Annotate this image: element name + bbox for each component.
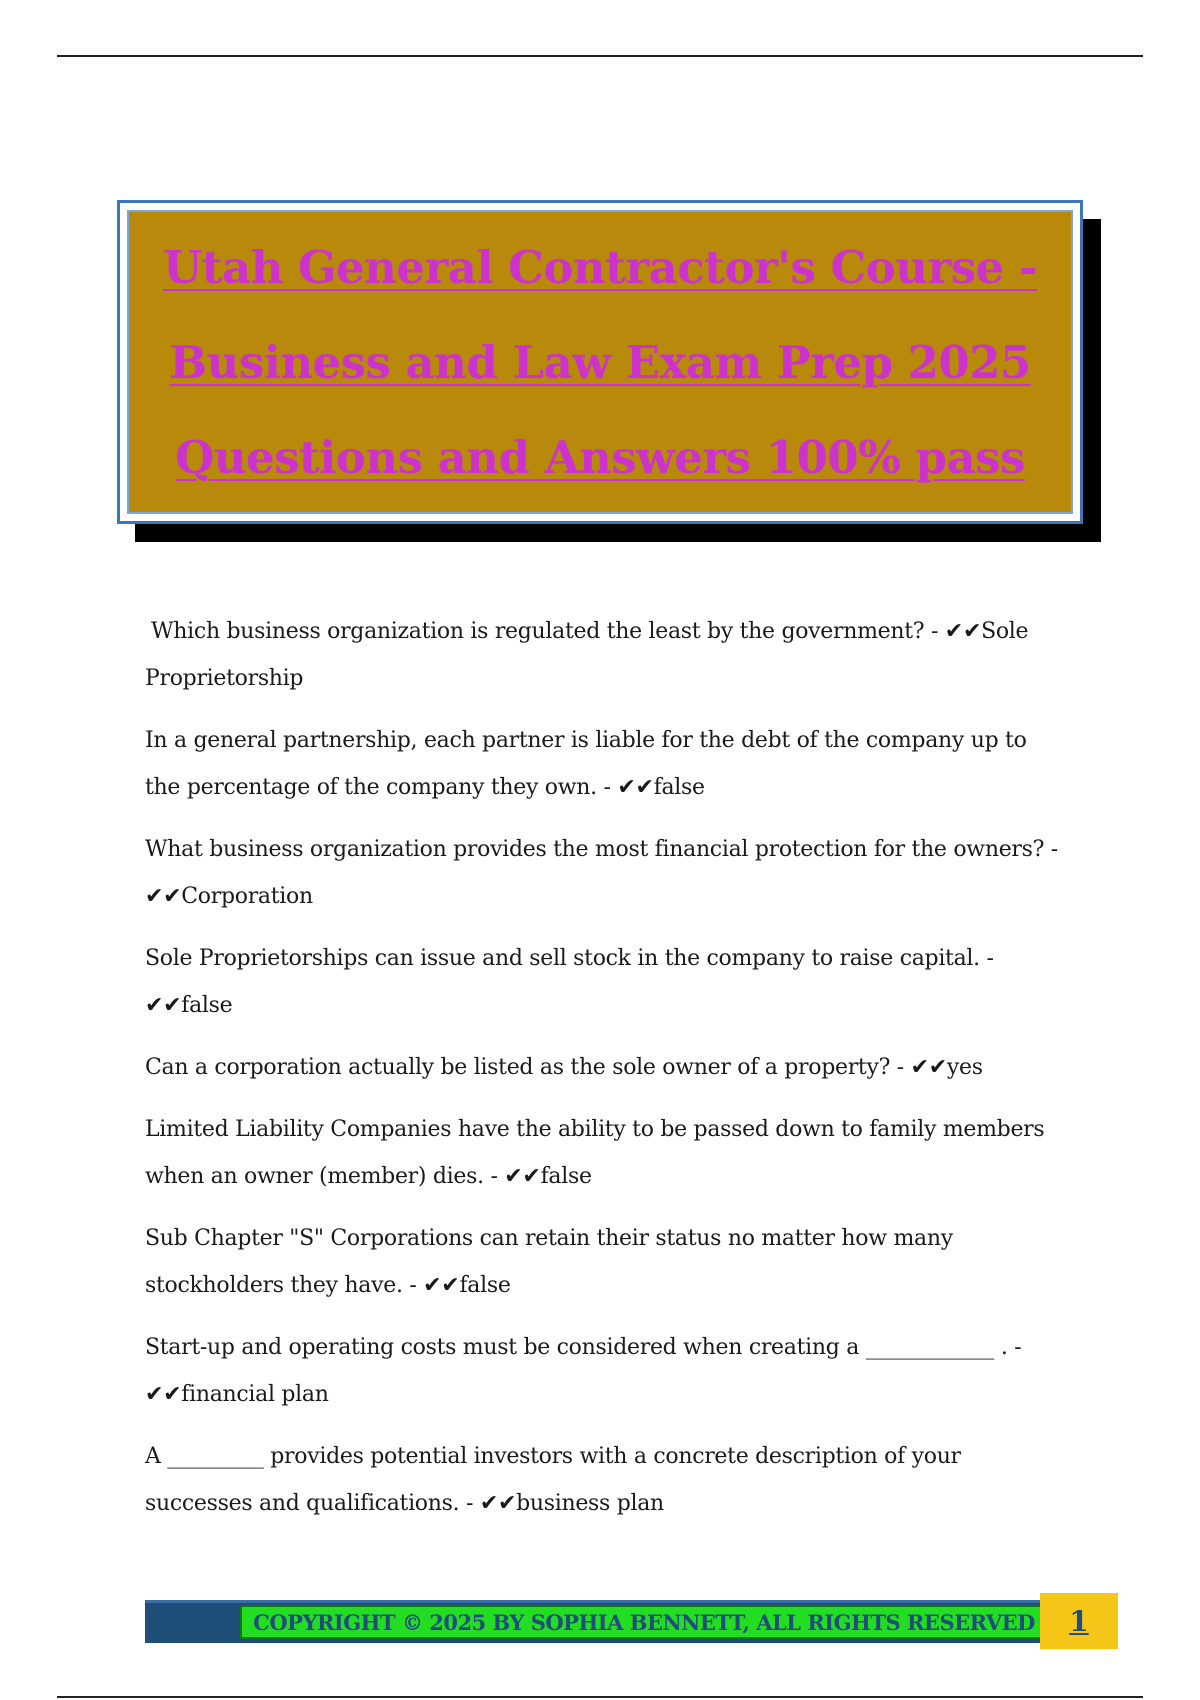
copyright-banner [240, 1605, 1048, 1639]
qa-item: Can a corporation actually be listed as the sole owner of a property? - ✔✔yes [145, 1055, 983, 1080]
qa-item: Which business organization is regulated the least by the government? - ✔✔Sole Proprietorship [145, 619, 1029, 691]
page-number: 1 [1069, 1604, 1089, 1638]
qa-item: Limited Liability Companies have the ability to be passed down to family members when an owner (member) dies. - ✔✔false [145, 1117, 1045, 1189]
title-box [117, 200, 1083, 524]
bottom-rule [57, 1696, 1143, 1698]
title-line-3: Questions and Answers 100% pass [175, 430, 1025, 484]
qa-item: Start-up and operating costs must be considered when creating a ____________ . - ✔✔financial plan [145, 1335, 1022, 1407]
copyright-text: COPYRIGHT © 2025 BY SOPHIA BENNETT, ALL RIGHTS RESERVED [253, 1609, 1035, 1635]
qa-item: What business organization provides the most financial protection for the owners? - ✔✔Corporation [145, 837, 1058, 909]
top-rule [57, 55, 1143, 57]
qa-list [145, 608, 1065, 1542]
title-line-2: Business and Law Exam Prep 2025 [169, 335, 1031, 389]
qa-item: Sub Chapter "S" Corporations can retain their status no matter how many stockholders they have. - ✔✔false [145, 1226, 953, 1298]
page-number-box [1040, 1593, 1118, 1649]
title-line-1: Utah General Contractor's Course - [162, 240, 1038, 294]
qa-item: In a general partnership, each partner is liable for the debt of the company up to the percentage of the company they own. - ✔✔false [145, 728, 1027, 800]
qa-item: A _________ provides potential investors with a concrete description of your successes and qualifications. - ✔✔business plan [145, 1444, 961, 1516]
title-box-inner [127, 210, 1073, 514]
qa-item: Sole Proprietorships can issue and sell stock in the company to raise capital. - ✔✔false [145, 946, 994, 1018]
